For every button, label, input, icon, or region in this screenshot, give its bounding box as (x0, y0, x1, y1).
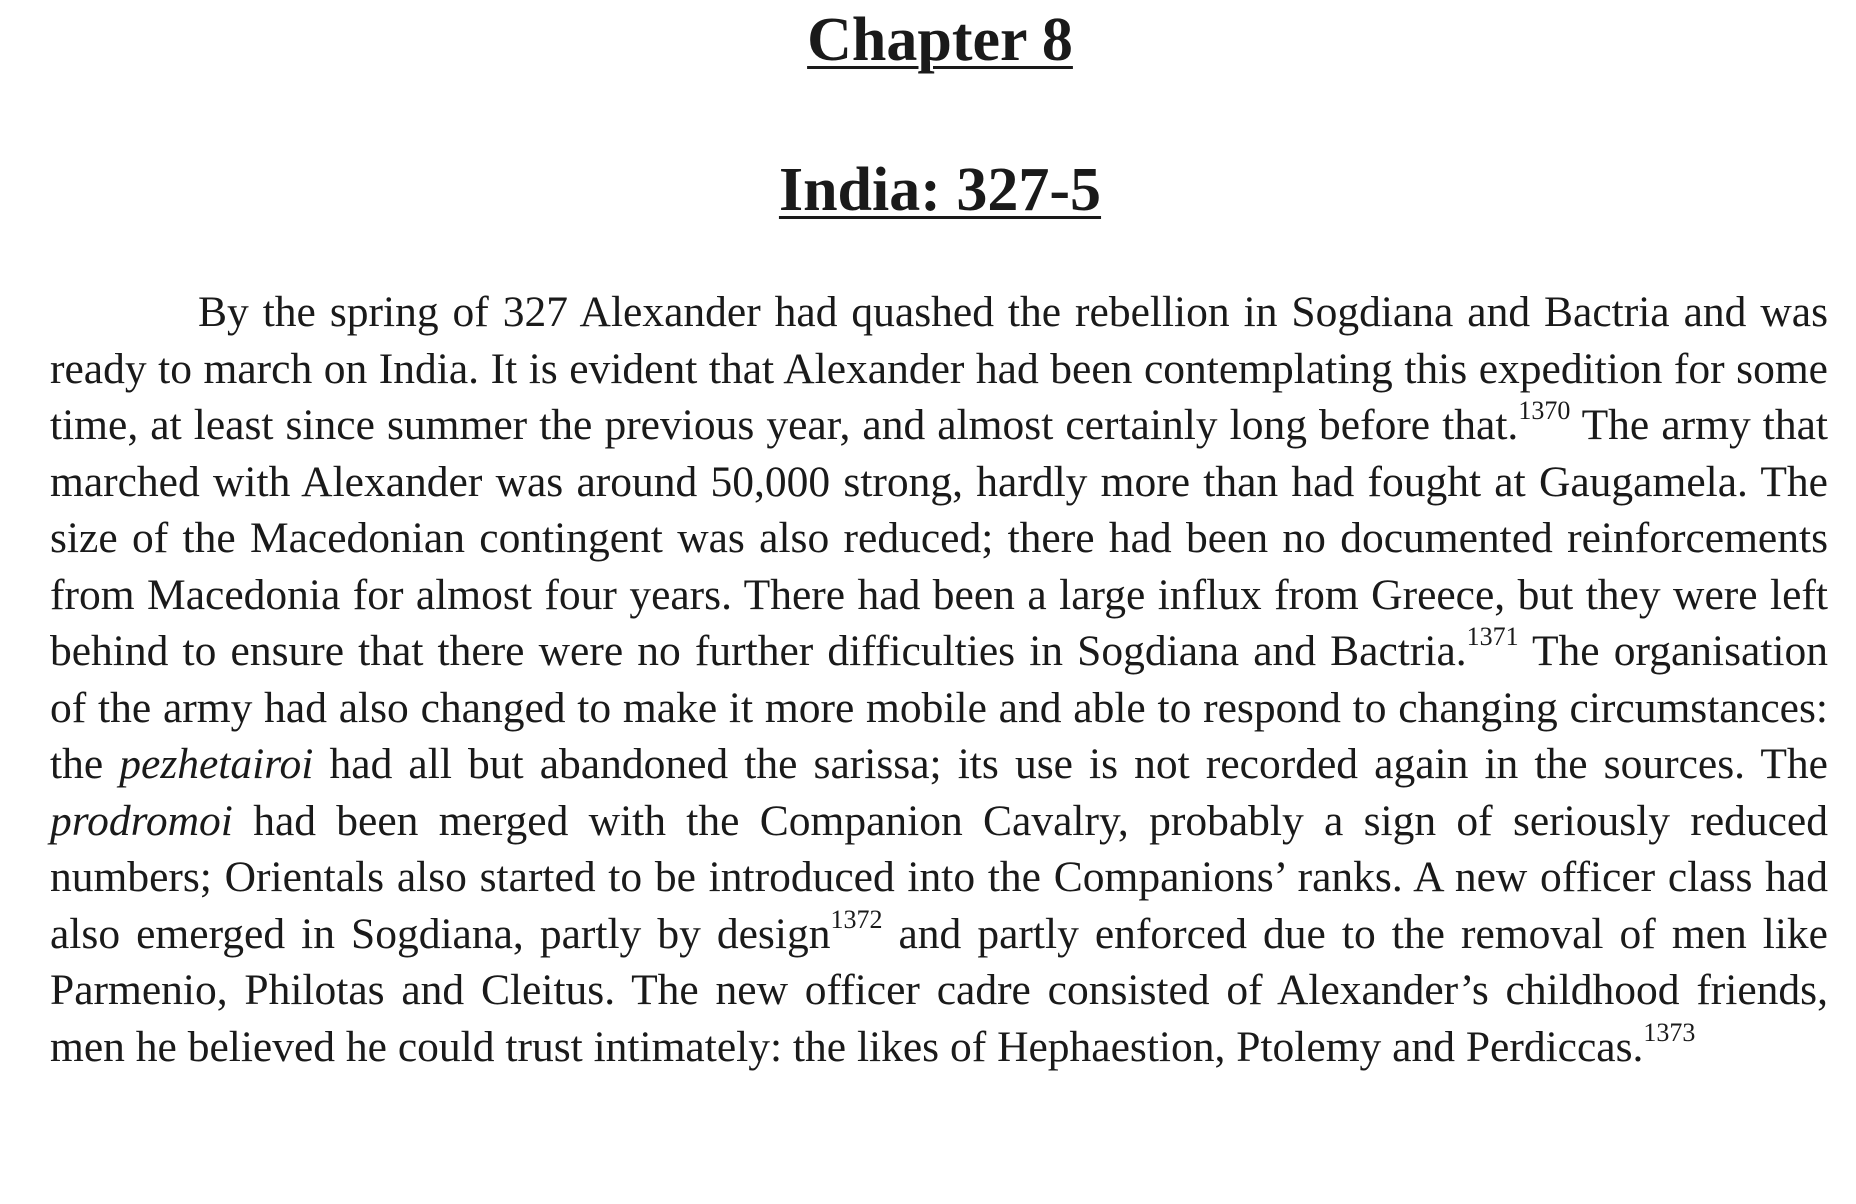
sentence-1: By the spring of 327 Alexander had quashed the rebellion in Sogdiana and Bactria and was ready to march on India. It is evident that Alexander had been contemplating this expedition for some time, at least since summer the previous year, and almost certainly long before that. (50, 288, 1828, 449)
sentence-4: had all but abandoned the sarissa; its use is not recorded again in the sources. The (313, 740, 1828, 788)
sentence-3: The organisation of the army had also changed to make it more mobile and able to respond to changing circumstances: the (50, 627, 1828, 788)
chapter-title-text: India: 327-5 (778, 156, 1102, 224)
chapter-title (50, 150, 1830, 230)
footnote-ref-1371[interactable]: 1371 (1466, 622, 1519, 651)
footnote-ref-1370[interactable]: 1370 (1518, 396, 1571, 425)
chapter-label-text: Chapter 8 (807, 6, 1073, 74)
chapter-label (50, 0, 1830, 80)
term-pezhetairoi: pezhetairoi (119, 740, 314, 788)
sentence-6: and partly enforced due to the removal of men like Parmenio, Philotas and Cleitus. The new officer cadre consisted of Alexander’s childhood friends, men he believed he could trust intimately: the likes of Hephaestion, Ptolemy and Perdiccas. (50, 909, 1828, 1071)
sentence-5: had been merged with the Companion Cavalry, probably a sign of seriously reduced numbers; Orientals also started to be introduced into the Companions’ ranks. A new officer class had also emerged in Sogdiana, partly by design (50, 796, 1828, 958)
sentence-2: The army that marched with Alexander was around 50,000 strong, hardly more than had fought at Gaugamela. The size of the Macedonian contingent was also reduced; there had been no documented reinforcements from Macedonia for almost four years. There had been a large influx from Greece, but they were left behind to ensure that there were no further difficulties in Sogdiana and Bactria. (50, 401, 1829, 675)
footnote-ref-1372[interactable]: 1372 (830, 904, 883, 934)
footnote-ref-1373[interactable]: 1373 (1643, 1017, 1696, 1047)
term-prodromoi: prodromoi (50, 796, 233, 845)
body-paragraph (50, 284, 1828, 1075)
